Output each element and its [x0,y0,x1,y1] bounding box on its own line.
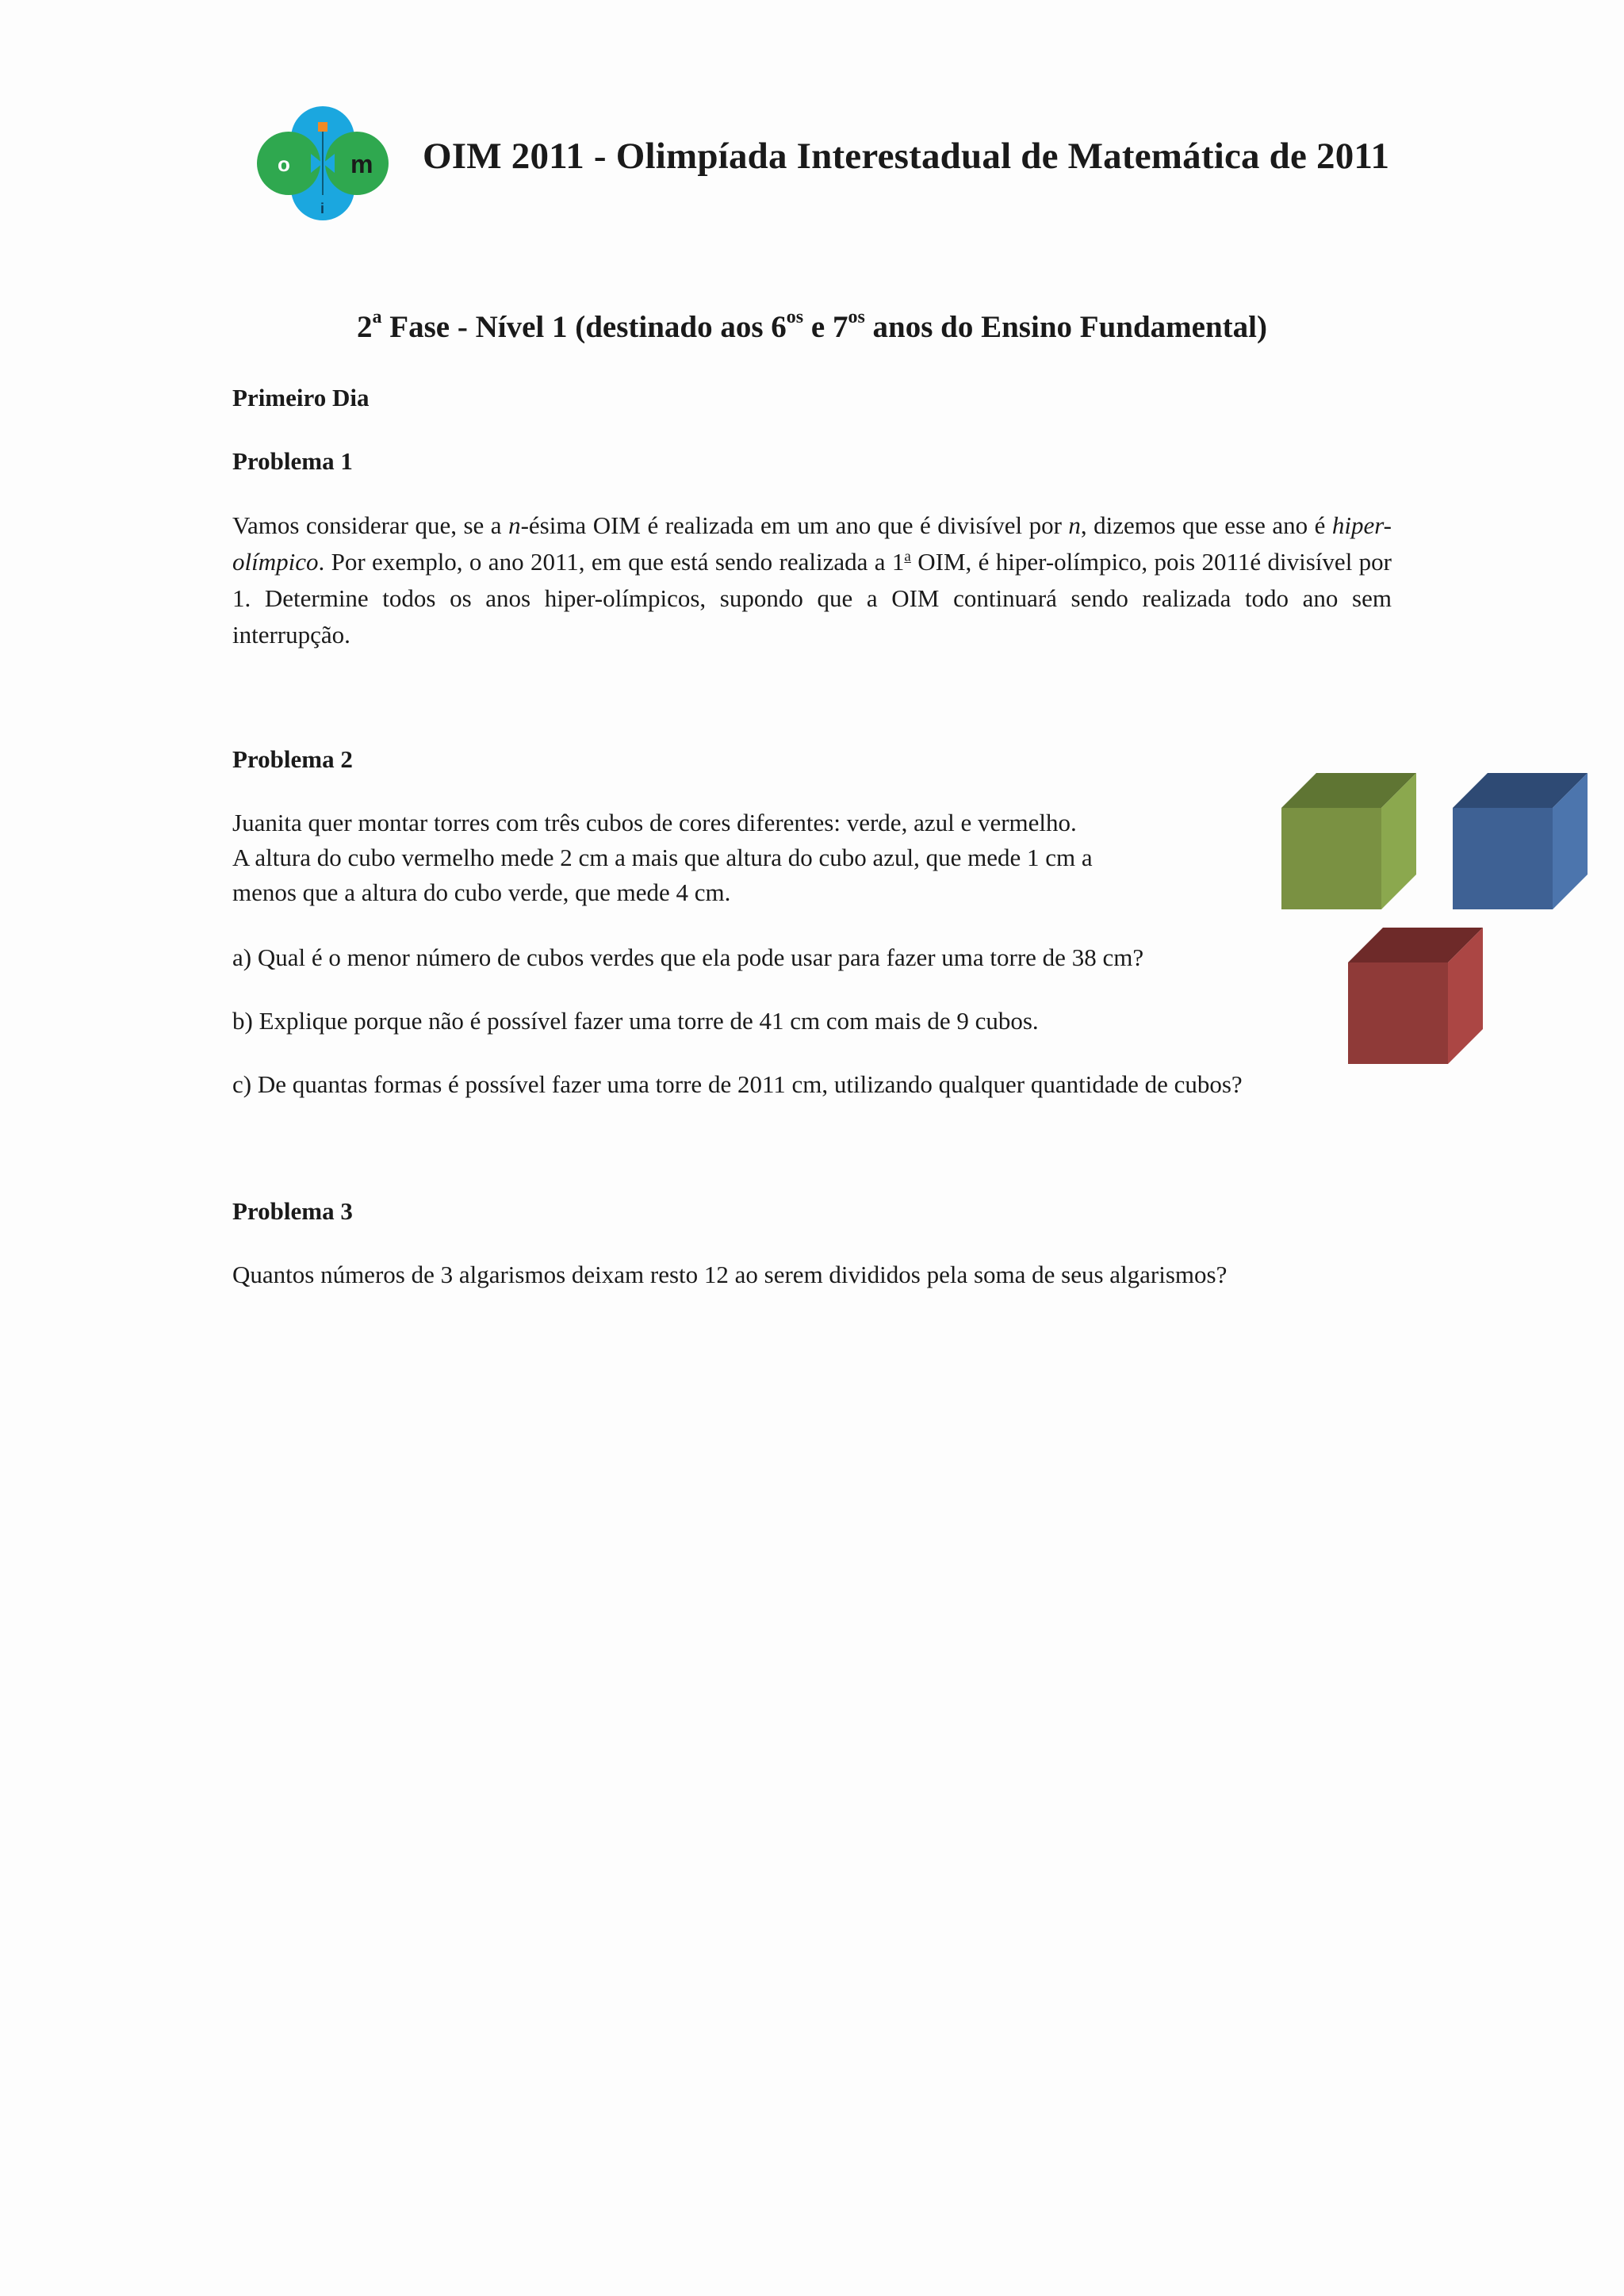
subtitle-part: anos do Ensino Fundamental) [864,310,1267,344]
subtitle-part: 2 [357,310,373,344]
problem-1-text-part: Vamos considerar que, se a [232,511,509,539]
subtitle [0,309,1624,345]
subtitle-part: Fase - Nível 1 (destinado aos 6 [381,310,787,344]
logo-letter-m: m [350,150,373,178]
problem-2-line: A altura do cubo vermelho mede 2 cm a mais que altura do cubo azul, que mede 1 cm a [232,844,1093,871]
problem-2-item-c: c) De quantas formas é possível fazer uma torre de 2011 cm, utilizando qualquer quantidade de cubos? [232,1070,1243,1098]
problem-3-title: Problema 3 [232,1197,353,1225]
problem-2-line: menos que a altura do cubo verde, que mede 4 cm. [232,878,731,906]
logo-letter-o: o [278,152,290,176]
subtitle-part: e 7 [803,310,848,344]
problem-3-text: Quantos números de 3 algarismos deixam resto 12 ao serem divididos pela soma de seus algarismos? [232,1261,1228,1288]
problem-1-text-part: . Por exemplo, o ano 2011, em que está sendo realizada a 1 [318,548,905,576]
green-cube-image [1281,773,1416,909]
subtitle-sup: os [848,307,865,327]
problem-2-line: Juanita quer montar torres com três cubos de cores diferentes: verde, azul e vermelho. [232,809,1077,836]
problem-1-text-part: OIM, é hiper-olímpico, pois 2011é divisível por 1. Determine todos os anos hiper-olímpicos, supondo que a OIM continuará sendo realizada todo ano sem interrupção. [232,548,1392,649]
oim-logo [255,105,390,222]
subtitle-sup: os [786,307,804,327]
blue-cube-image [1453,773,1588,909]
problem-1-title: Problema 1 [232,447,353,475]
problem-2-item-a: a) Qual é o menor número de cubos verdes que ela pode usar para fazer uma torre de 38 cm? [232,943,1144,971]
red-cube-image [1348,928,1483,1064]
problem-1-text [232,507,1392,653]
variable-n: n [508,511,521,539]
ordinal-sup: a [904,548,911,565]
problem-2-item-b: b) Explique porque não é possível fazer uma torre de 41 cm com mais de 9 cubos. [232,1007,1039,1035]
logo-letter-i: i [320,201,325,216]
problem-1-text-part: -ésima OIM é realizada em um ano que é divisível por [520,511,1069,539]
day-title: Primeiro Dia [232,384,370,411]
term-hiper-olimpico: hiper-olímpico [232,511,1392,576]
problem-1-text-part: , dizemos que esse ano é [1080,511,1332,539]
page-title: OIM 2011 - Olimpíada Interestadual de Matemática de 2011 [423,136,1390,177]
variable-n: n [1068,511,1081,539]
subtitle-sup: a [372,307,382,327]
problem-2-title: Problema 2 [232,745,353,773]
